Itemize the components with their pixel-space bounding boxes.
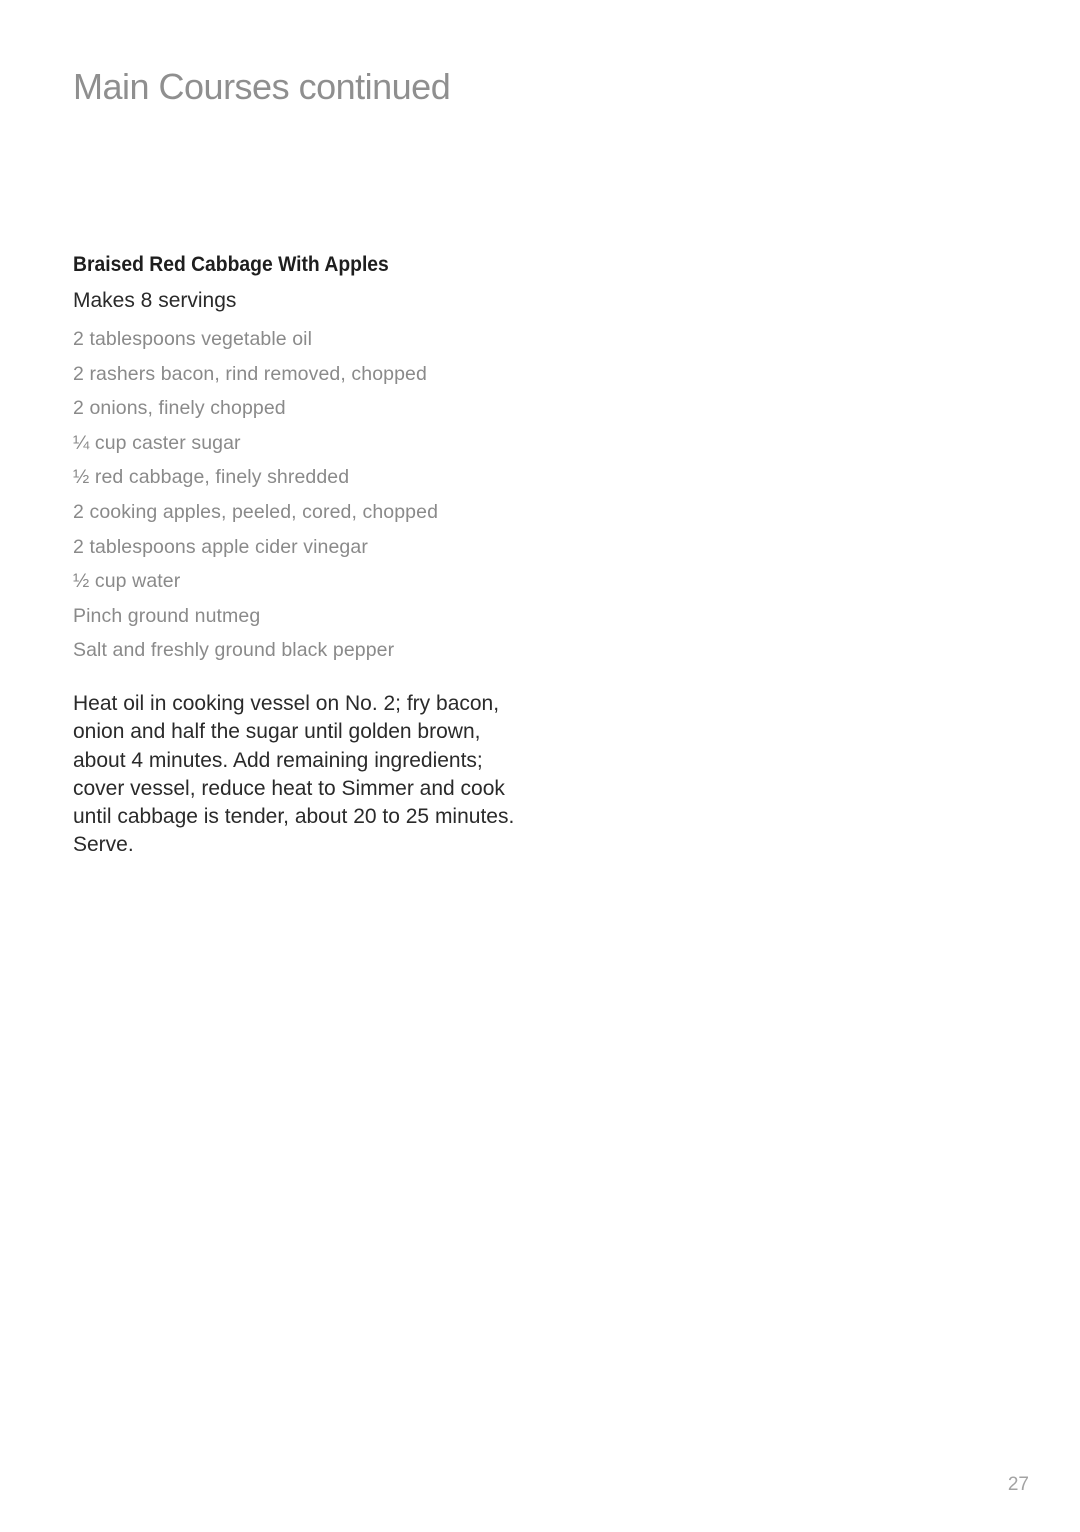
- page-number: 27: [1007, 1474, 1029, 1495]
- section-title: Main Courses continued: [73, 66, 451, 107]
- ingredient-item: 2 rashers bacon, rind removed, chopped: [73, 362, 427, 385]
- recipe-title: Braised Red Cabbage With Apples: [73, 253, 389, 276]
- recipe-servings: Makes 8 servings: [73, 289, 237, 312]
- ingredient-item: ½ cup water: [73, 570, 181, 593]
- ingredient-item: Pinch ground nutmeg: [73, 604, 261, 627]
- ingredient-list: [73, 322, 543, 668]
- ingredient-item: ¼ cup caster sugar: [73, 431, 241, 454]
- recipe-method: Heat oil in cooking vessel on No. 2; fry bacon, onion and half the sugar until golden brown, about 4 minutes. Add remaining ingredients; cover vessel, reduce heat to Simmer and cook until cabbage is tender, about 20 to 25 minutes. Serve.: [73, 691, 515, 857]
- ingredient-item: 2 onions, finely chopped: [73, 397, 286, 420]
- ingredient-item: 2 tablespoons vegetable oil: [73, 328, 313, 350]
- ingredient-item: Salt and freshly ground black pepper: [73, 639, 395, 662]
- ingredient-item: ½ red cabbage, finely shredded: [73, 466, 350, 489]
- ingredient-item: 2 tablespoons apple cider vinegar: [73, 535, 368, 558]
- ingredient-item: 2 cooking apples, peeled, cored, chopped: [73, 500, 439, 523]
- recipe: [73, 251, 543, 860]
